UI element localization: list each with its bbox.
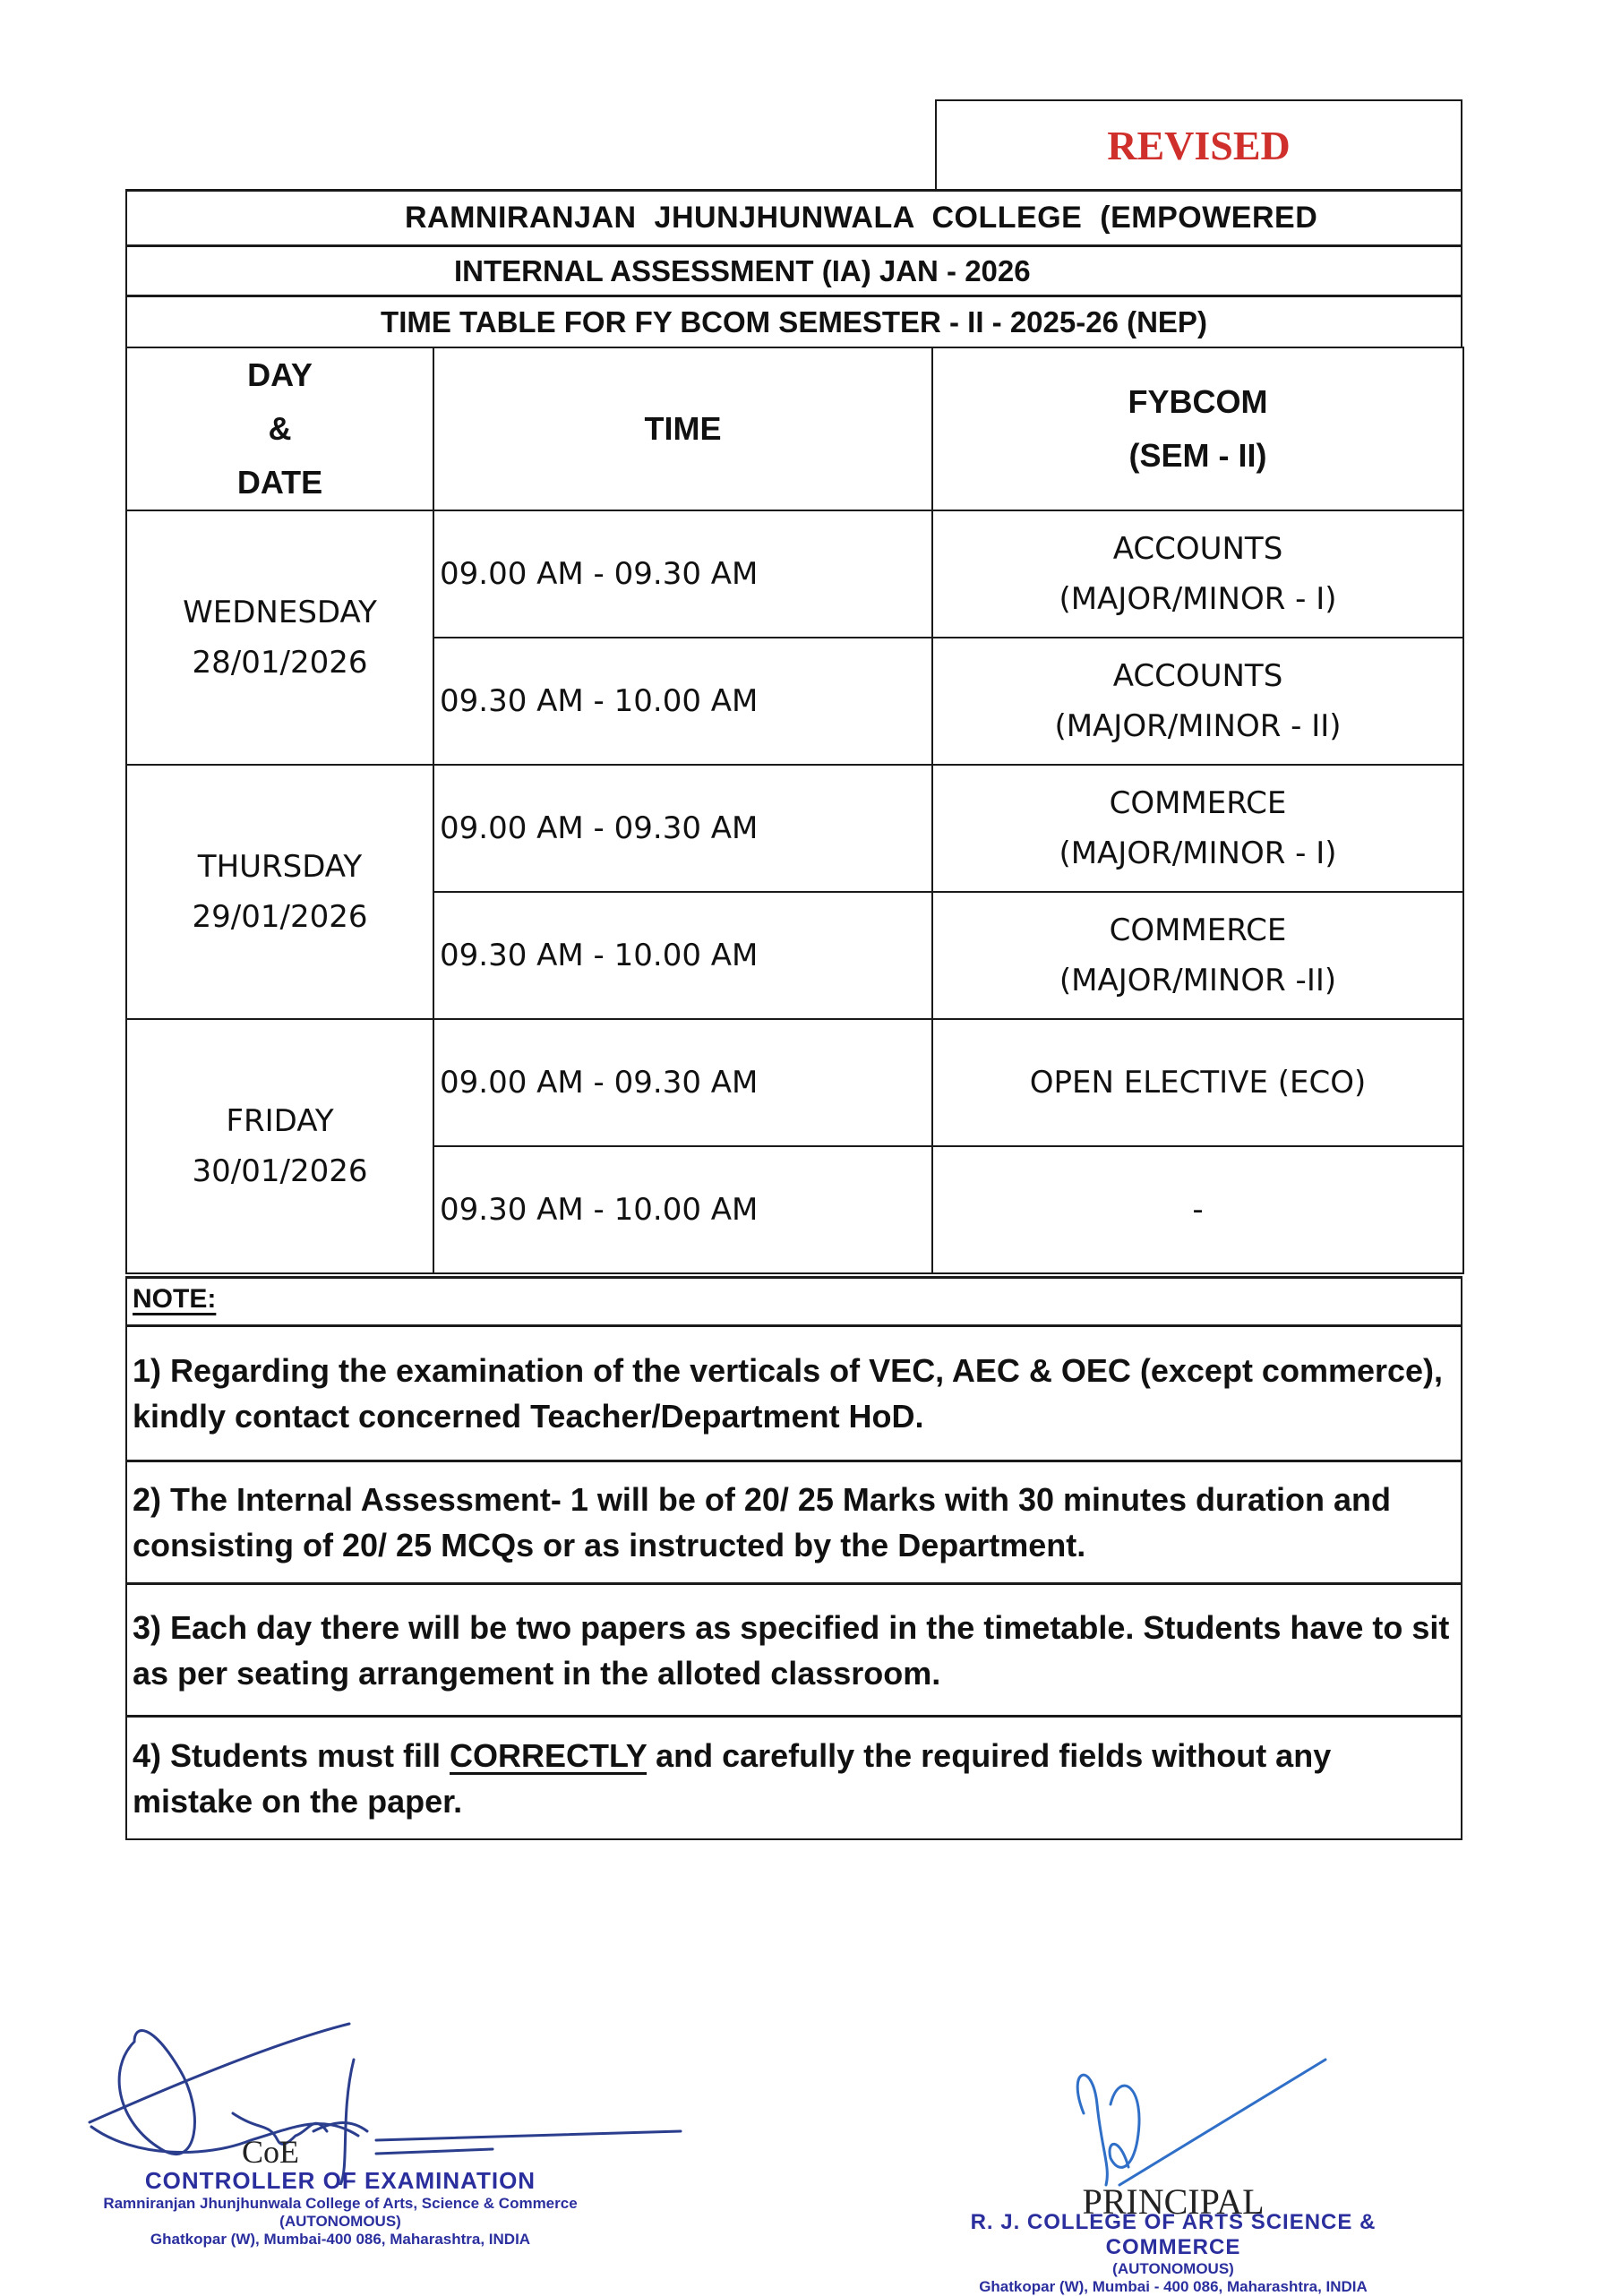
timetable-title xyxy=(125,295,1462,348)
header-ampersand: & xyxy=(268,410,292,447)
subject-paper: (MAJOR/MINOR -II) xyxy=(1059,963,1337,998)
note-text: 1) Regarding the examination of the verticals of VEC, AEC & OEC (except commerce), kindly contact concerned Teacher/Department HoD. xyxy=(133,1352,1444,1435)
principal-mark: PRINCIPAL xyxy=(1082,2181,1265,2222)
subject-paper: (MAJOR/MINOR - I) xyxy=(1059,835,1337,871)
time-cell: 09.30 AM - 10.00 AM xyxy=(433,1146,932,1273)
note-text: 3) Each day there will be two papers as specified in the timetable. Students have to sit as per seating arrangement in the alloted classroom. xyxy=(133,1608,1450,1692)
subject-paper: (MAJOR/MINOR - II) xyxy=(1054,708,1342,744)
time-cell: 09.30 AM - 10.00 AM xyxy=(433,892,932,1019)
note-text xyxy=(133,1733,1455,1824)
table-header-row xyxy=(126,347,1463,510)
time-cell: 09.30 AM - 10.00 AM xyxy=(433,638,932,765)
day-date: 30/01/2026 xyxy=(192,1153,368,1189)
subject-name: COMMERCE xyxy=(1109,912,1287,948)
principal-stamp-line3: Ghatkopar (W), Mumbai - 400 086, Maharashtra, INDIA xyxy=(979,2278,1368,2295)
day-date: 28/01/2026 xyxy=(192,645,368,681)
coe-mark: CoE xyxy=(242,2134,300,2170)
note-text-after: and carefully the required fields without any mistake on the paper. xyxy=(133,1736,1332,1820)
table-row xyxy=(126,1019,1463,1146)
time-cell: 09.00 AM - 09.30 AM xyxy=(433,1019,932,1146)
header-day: DAY xyxy=(247,356,313,393)
day-cell xyxy=(126,1019,433,1273)
time-cell: 09.00 AM - 09.30 AM xyxy=(433,510,932,638)
principal-signature-icon xyxy=(1057,2051,1343,2194)
college-name-text: RAMNIRANJAN JHUNJHUNWALA COLLEGE (EMPOWERED xyxy=(405,201,1318,235)
coe-stamp-line2: (AUTONOMOUS) xyxy=(279,2213,401,2230)
day-cell xyxy=(126,510,433,765)
header-course xyxy=(932,347,1463,510)
note-heading xyxy=(125,1276,1462,1326)
coe-signature-icon xyxy=(81,2006,708,2185)
note-label: NOTE: xyxy=(133,1284,217,1314)
subject-name: ACCOUNTS xyxy=(1112,531,1283,567)
exam-title-text: INTERNAL ASSESSMENT (IA) JAN - 2026 xyxy=(454,253,1031,287)
coe-stamp-line3: Ghatkopar (W), Mumbai-400 086, Maharashtra, INDIA xyxy=(150,2231,531,2248)
principal-stamp xyxy=(922,2180,1424,2296)
table-row xyxy=(126,765,1463,892)
note-item xyxy=(125,1582,1462,1717)
college-name xyxy=(125,189,1462,246)
header-time-text: TIME xyxy=(644,410,722,447)
revised-stamp: REVISED xyxy=(1107,122,1291,168)
note-item xyxy=(125,1324,1462,1461)
note-text: 2) The Internal Assessment- 1 will be of 20/ 25 Marks with 30 minutes duration and consisting of 20/ 25 MCQs or as instructed by the Department. xyxy=(133,1481,1392,1564)
subject-cell xyxy=(932,638,1463,765)
principal-stamp-line1: R. J. COLLEGE OF ARTS SCIENCE & COMMERCE xyxy=(970,2210,1377,2259)
subject-name: COMMERCE xyxy=(1109,785,1287,821)
note-text-before: 4) Students must fill xyxy=(133,1736,450,1774)
coe-stamp-line1: Ramniranjan Jhunjhunwala College of Arts, Science & Commerce xyxy=(103,2195,578,2212)
coe-stamp xyxy=(90,2167,591,2249)
day-date: 29/01/2026 xyxy=(192,899,368,935)
header-course-name: FYBCOM xyxy=(1128,383,1268,420)
subject-cell xyxy=(932,892,1463,1019)
header-time xyxy=(433,347,932,510)
day-name: THURSDAY xyxy=(197,849,363,885)
note-emphasis: CORRECTLY xyxy=(450,1736,648,1774)
subject-name: - xyxy=(1192,1192,1204,1228)
day-name: FRIDAY xyxy=(226,1103,334,1139)
timetable xyxy=(125,347,1464,1274)
subject-cell xyxy=(932,765,1463,892)
table-row xyxy=(126,510,1463,638)
exam-title xyxy=(125,244,1462,296)
note-item xyxy=(125,1715,1462,1840)
timetable-title-text: TIME TABLE FOR FY BCOM SEMESTER - II - 2025-26 (NEP) xyxy=(381,304,1207,338)
subject-cell xyxy=(932,1019,1463,1146)
header-course-sem: (SEM - II) xyxy=(1128,437,1267,474)
day-cell xyxy=(126,765,433,1019)
header-date: DATE xyxy=(236,464,323,501)
principal-stamp-line2: (AUTONOMOUS) xyxy=(1112,2260,1234,2277)
coe-stamp-title: CONTROLLER OF EXAMINATION xyxy=(144,2167,536,2194)
time-cell: 09.00 AM - 09.30 AM xyxy=(433,765,932,892)
subject-name: ACCOUNTS xyxy=(1112,658,1283,694)
subject-cell xyxy=(932,1146,1463,1273)
header-day-date xyxy=(126,347,433,510)
revised-stamp-box xyxy=(935,99,1462,191)
note-item xyxy=(125,1460,1462,1584)
subject-name: OPEN ELECTIVE (ECO) xyxy=(1029,1065,1367,1101)
subject-paper: (MAJOR/MINOR - I) xyxy=(1059,581,1337,617)
subject-cell xyxy=(932,510,1463,638)
day-name: WEDNESDAY xyxy=(183,595,377,630)
